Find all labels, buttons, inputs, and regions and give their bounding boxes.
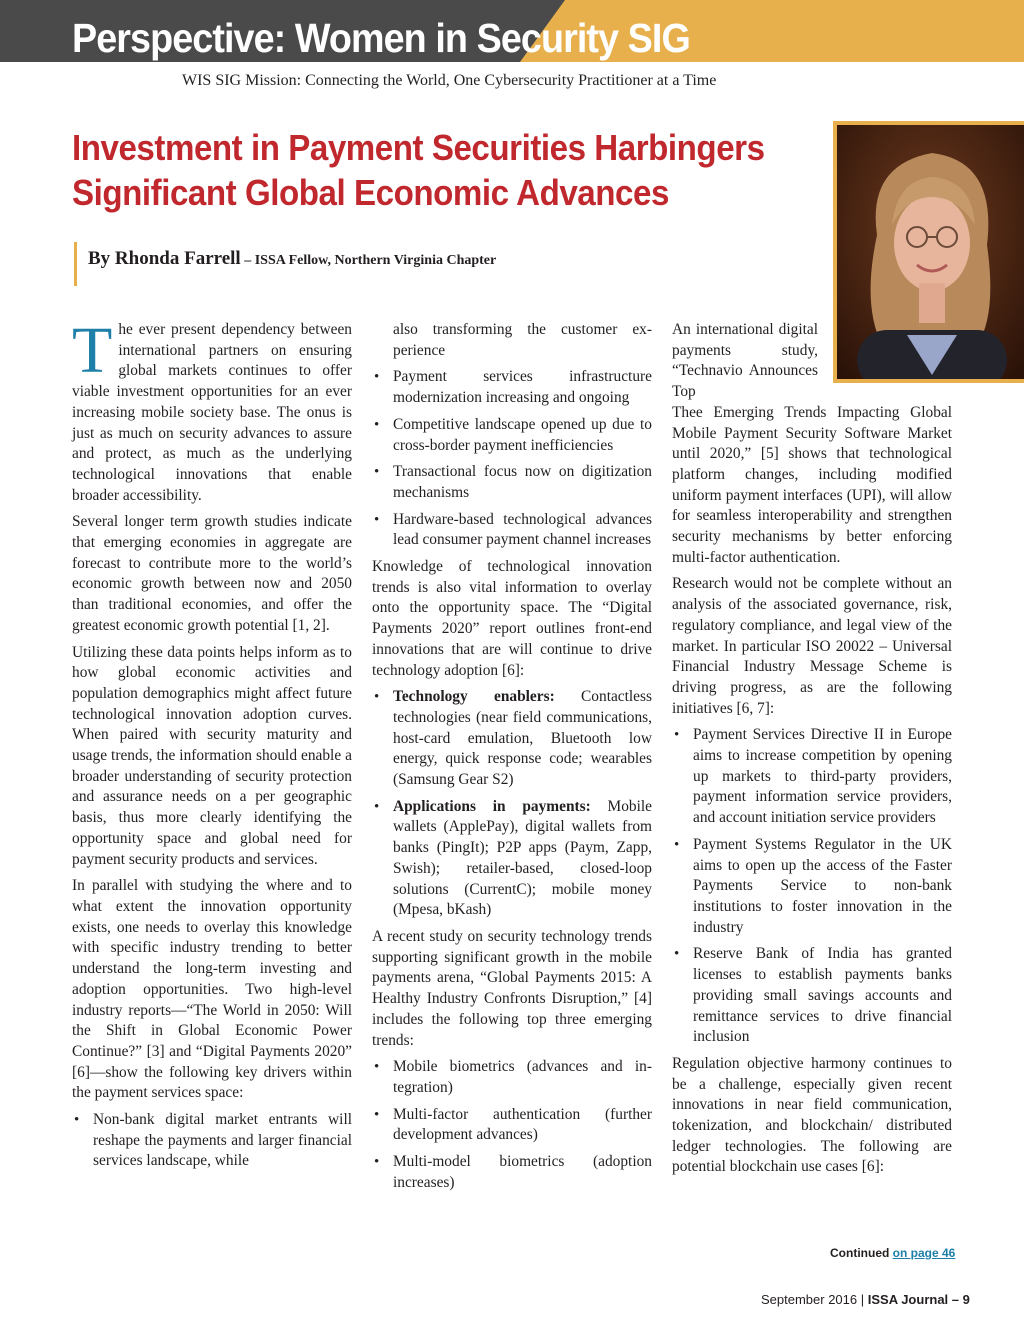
paragraph: Several longer term growth studies indicate that emerging economies in aggregate are forecast to contribute more to the world’s economic growth between now and 2050 than traditional economies, and offer the greatest economic growth potential [1, 2]. bbox=[72, 513, 352, 634]
bullet-list bbox=[372, 687, 652, 921]
byline-author: By Rhonda Farrell bbox=[88, 248, 241, 269]
list-item: • Non-bank digital market entrants will reshape the payments and larger financial services landscape, while bbox=[72, 1110, 352, 1172]
list-item: • Payment services infrastructure modernization increasing and ongoing bbox=[372, 367, 652, 408]
list-item: • Reserve Bank of India has granted licenses to establish payments banks providing small savings accounts and remittance services to drive financial inclusion bbox=[672, 944, 952, 1048]
byline bbox=[88, 248, 496, 270]
column-1 bbox=[72, 314, 352, 1178]
list-item: • Technology enablers: Contactless technologies (near field communications, host-card emulation, Bluetooth low energy, quick response code; wearables (Samsung Gear S2) bbox=[372, 687, 652, 791]
list-item: • Multi-factor authentication (further development advances) bbox=[372, 1105, 652, 1146]
continued-link[interactable]: on page 46 bbox=[892, 1246, 956, 1260]
continued-note: Continued on page 46 bbox=[830, 1246, 956, 1260]
paragraph: Utilizing these data points helps inform as to how global economic activities and population demographics might affect future technological innovation adoption curves. When paired with security maturity and usage trends, the information should enable a broader understanding of security protection and assurance needs on a per geographic basis, thus more clearly identifying the opportunity space and global need for payment security products and services. bbox=[72, 643, 352, 868]
bullet-list bbox=[372, 367, 652, 551]
sig-mission: WIS SIG Mission: Connecting the World, One Cybersecurity Practitioner at a Time bbox=[182, 72, 717, 89]
section-title: Perspective: Women in Security SIG bbox=[72, 15, 690, 61]
list-item: • Mobile biometrics (advances and integration) bbox=[372, 1057, 652, 1098]
list-item: • Multi-model biometrics (adoption increases) bbox=[372, 1152, 652, 1193]
byline-accent-bar bbox=[74, 242, 77, 286]
footer-journal: ISSA Journal – 9 bbox=[867, 1292, 970, 1307]
article-title-line2: Significant Global Economic Advances bbox=[72, 172, 669, 213]
list-item: • Payment Services Directive II in Europe aims to increase competition by opening up markets to third-party providers, payment information service providers, and account initiation service providers bbox=[672, 725, 952, 829]
paragraph: Thee Emerging Trends Impacting Global Mobile Payment Security Software Market until 2020,” [5] shows that technological platform changes, including modified uniform payment interfaces (UPI), will allow for seamless interoperability and strengthen security mechanisms by better enforcing multi-factor authentication. bbox=[672, 403, 952, 566]
article-title bbox=[72, 125, 771, 215]
list-item: • Hardware-based technological advances lead consumer payment channel increases bbox=[372, 510, 652, 551]
list-item: • Competitive landscape opened up due to cross-border payment inefficiencies bbox=[372, 415, 652, 456]
column-2 bbox=[372, 320, 652, 1199]
list-item: • Applications in payments: Mobile wallets (ApplePay), digital wallets from banks (PingIt); P2P apps (Paym, Zapp, Swish); retailer-based, closed-loop solutions (CurrentC); mobile money (Mpesa, bKash) bbox=[372, 797, 652, 921]
paragraph: also transforming the customer experience bbox=[393, 321, 652, 359]
column-3 bbox=[672, 320, 952, 1184]
list-item: • Payment Systems Regulator in the UK aims to open up the access of the Faster Payments Service to non-bank institutions to foster innovation in the industry bbox=[672, 835, 952, 939]
paragraph: Research would not be complete without an analysis of the associated governance, risk, regulatory compliance, and legal view of the market. In particular ISO 20022 – Universal Financial Industry Message Scheme is driving progress, as are the following initiatives [6, 7]: bbox=[672, 575, 952, 717]
drop-cap: T bbox=[72, 314, 113, 387]
bullet-list bbox=[672, 725, 952, 1048]
paragraph: In parallel with studying the where and to what extent the innovation opportunity exists, one needs to overlay this knowledge with specific industry trending to better understand the long-term investing and adoption opportunities. Two high-level industry reports—“The World in 2050: Will the Shift in Global Economic Power Continue?” [3] and “Digital Payments 2020” [6]—show the following key drivers within the payment services space: bbox=[72, 877, 352, 1102]
bullet-list bbox=[72, 1110, 352, 1172]
paragraph: Knowledge of technological innovation trends is also vital information to overlay onto the opportunity space. The “Digital Payments 2020” report outlines front-end innovations that are will continue to drive technology adoption [6]: bbox=[372, 558, 652, 679]
bullet-list bbox=[372, 1057, 652, 1193]
article-title-line1: Investment in Payment Securities Harbingers bbox=[72, 127, 765, 168]
paragraph: An international digital payments study, “Technavio Announces Top bbox=[672, 321, 818, 401]
list-item: • Transactional focus now on digitization mechanisms bbox=[372, 462, 652, 503]
footer-date: September 2016 | bbox=[761, 1292, 868, 1307]
byline-affiliation: – ISSA Fellow, Northern Virginia Chapter bbox=[240, 253, 497, 268]
paragraph: A recent study on security technology trends supporting significant growth in the mobile payments arena, “Global Payments 2015: A Healthy Industry Confronts Disruption,” [4] includes the following top three emerging trends: bbox=[372, 927, 652, 1049]
page-footer bbox=[761, 1292, 970, 1307]
paragraph: Regulation objective harmony continues to be a challenge, especially given recent innovations in near field communication, tokenization, and blockchain/ distributed ledger technologies. The following are potential blockchain use cases [6]: bbox=[672, 1054, 952, 1176]
paragraph: The ever present dependency between international partners on ensuring global markets continues to offer viable investment opportunities for an ever increasing mobile society base. The onus is just as much on security advances to assure and protect, as much as the underlying technological innovations that enable broader accessibility. bbox=[72, 314, 352, 504]
